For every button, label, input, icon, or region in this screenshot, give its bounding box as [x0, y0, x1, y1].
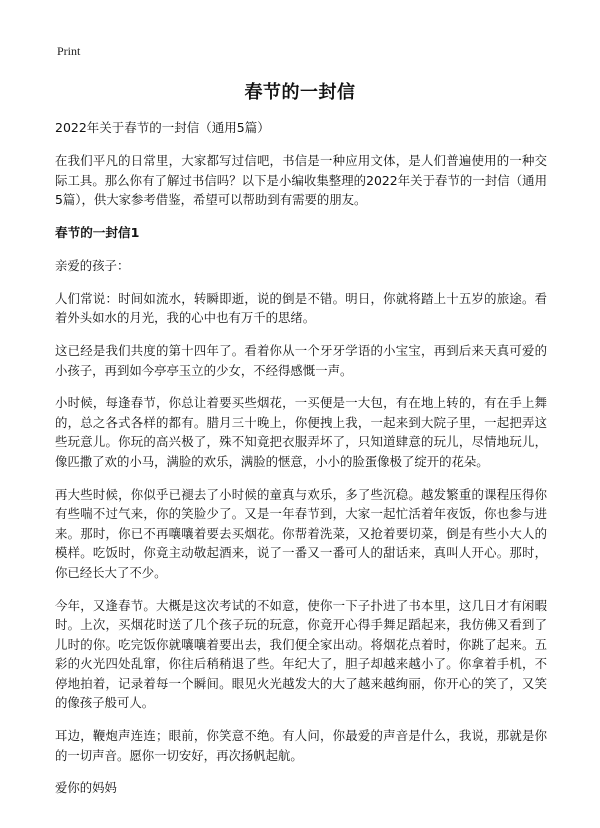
- letter-greeting: 亲爱的孩子：: [55, 257, 130, 273]
- letter-signoff: 爱你的妈妈: [55, 780, 117, 796]
- section-heading: 春节的一封信1: [55, 224, 140, 240]
- page-title: 春节的一封信: [244, 82, 356, 103]
- letter-paragraph: 小时候，每逢春节，你总让着要买些烟花，一买便是一大包，有在地上转的，有在手上舞的，总之各式各样的都有。腊月三十晚上，你便拽上我，一起来到大院子里，一起把弄这些玩意儿。你玩的高兴极了，殊不知竟把衣服弄坏了，只知道肆意的玩儿，尽情地玩儿，像匹撒了欢的小马，满脸的欢乐，满脸的惬意，小小的脸蛋像极了绽开的花朵。: [55, 395, 547, 469]
- letter-paragraph: 再大些时候，你似乎已褪去了小时候的童真与欢乐，多了些沉稳。越发繁重的课程压得你有些喘不过气来，你的笑脸少了。又是一年春节到，大家一起忙活着年夜饭，你也参与进来。那时，你已不再嚷嚷着要去买烟花。你帮着洗菜，又抢着要切菜，倒是有些小大人的模样。吃饭时，你竟主动敬起酒来，说了一番又一番可人的甜话来，真叫人开心。那时，你已经长大了不少。: [55, 486, 547, 580]
- letter-paragraph: 耳边，鞭炮声连连；眼前，你笑意不绝。有人问，你最爱的声音是什么，我说，那就是你的一切声音。愿你一切安好，再次扬帆起航。: [55, 728, 547, 763]
- print-link[interactable]: Print: [57, 44, 81, 58]
- letter-paragraph: 人们常说：时间如流水，转瞬即逝，说的倒是不错。明日，你就将踏上十五岁的旅途。看着外头如水的月光，我的心中也有万千的思绪。: [55, 290, 547, 326]
- letter-paragraph: 今年，又逢春节。大概是这次考试的不如意，使你一下子扑进了书本里，这几日才有闲暇时。上次，买烟花时送了几个孩子玩的玩意，你竟开心得手舞足蹈起来，我仿佛又看到了儿时的你。吃完饭你就嚷嚷着要出去，我们便全家出动。将烟花点着时，你跳了起来。五彩的火光四处乱窜，你往后稍稍退了些。年纪大了，胆子却越来越小了。你拿着手机，不停地拍着，记录着每一个瞬间。眼见火光越发大的大了越来越绚丽，你开心的笑了，又笑的像孩子般可人。: [55, 597, 547, 711]
- intro-paragraph: 在我们平凡的日常里，大家都写过信吧，书信是一种应用文体，是人们普遍使用的一种交际工具。那么你有了解过书信吗？以下是小编收集整理的2022年关于春节的一封信（通用5篇），供大家参考借鉴，希望可以帮助到有需要的朋友。: [55, 153, 547, 208]
- article-subtitle: 2022年关于春节的一封信（通用5篇）: [55, 120, 270, 135]
- article-body: [55, 118, 547, 811]
- letter-paragraph: 这已经是我们共度的第十四年了。看着你从一个牙牙学语的小宝宝，再到后来天真可爱的小孩子，再到如今亭亭玉立的少女，不经得感慨一声。: [55, 342, 547, 378]
